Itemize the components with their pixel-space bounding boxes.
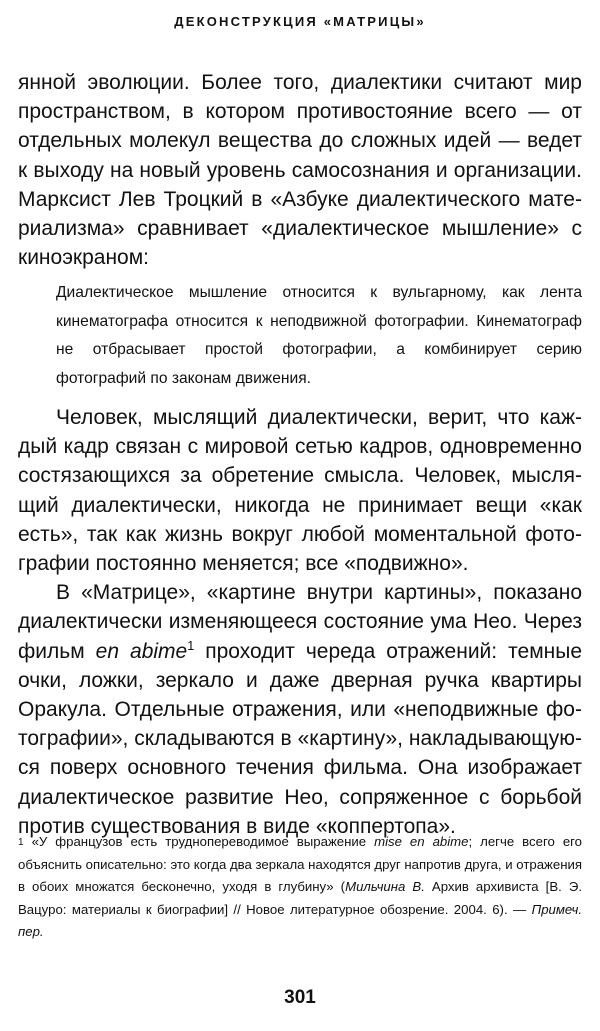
page-number: 301 — [284, 987, 316, 1008]
paragraph-matrix-text-b: проходит череда отражений: темные очки, ложки, зеркало и даже дверная ручка квартиры Оракула. Отдельные отражения, или «неподвижные фотографии», складываются в «картину», накладывающуюся поверх основного течения фильма. Она изображает диалектическое развитие Нео, сопряженное с борьбой против существования в виде «коппертопа». — [18, 639, 582, 838]
footnote-1 — [18, 831, 582, 944]
paragraph-continued: янной эволюции. Более того, диалектики считают мир пространством, в котором противостояние всего — от отдельных молекул вещества до сложных идей — ведет к выходу на новый уровень самосознания и организации. Марксист Лев Троцкий в «Азбуке диалектического материализма» сравнивает «диалектическое мышление» с киноэкраном: — [18, 71, 582, 270]
footnote-number: 1 — [18, 837, 24, 848]
footnote-text-c: Архив архивиста [В. Э. Вацуро: материалы к биографии] // Новое литературное обозрение. 2004. 6). — — [18, 879, 582, 917]
footnote-text-a: «У французов есть труднопереводимое выражение — [31, 834, 375, 849]
book-page — [18, 0, 582, 1031]
footnote-term: mise en abime — [374, 834, 469, 849]
term-en-abime: en abime — [95, 639, 188, 663]
footnote-author: Мильчина В. — [345, 879, 425, 894]
quote-text: Диалектическое мышление относится к вульгарному, как лента кинематографа относится к неподвижной фотографии. Кинематограф не отбрасывает простой фотографии, а комбинирует серию фотографий по законам движения. — [56, 284, 582, 387]
running-header: ДЕКОНСТРУКЦИЯ «МАТРИЦЫ» — [174, 14, 426, 29]
paragraph-dialectic: Человек, мыслящий диалектически, верит, что каждый кадр связан с мировой сетью кадров, одновременно состязающихся за обретение смысла. Человек, мыслящий диалектически, никогда не принимает вещи «как есть», так как жизнь вокруг любой моментальной фотографии постоянно меняется; все «подвижно». — [18, 406, 582, 576]
text-block-top — [18, 68, 582, 272]
footnote-reference: 1 — [187, 638, 195, 653]
footnote-translator-note: Примеч. пер. — [18, 901, 582, 939]
block-quote — [56, 279, 582, 393]
text-block-main — [18, 403, 582, 841]
paragraph-matrix — [18, 578, 582, 841]
paragraph-matrix-text-a: В «Матрице», «картине внутри картины», показано диалектически изменяющееся состояние ума Нео. Через фильм — [18, 581, 582, 663]
footnotes — [18, 831, 582, 944]
footnote-text-b: ; легче всего его объяснить описательно: это когда два зеркала находятся друг напротив друга, и отражения в обоих множатся бесконечно, уходя в глубину» ( — [18, 834, 583, 894]
